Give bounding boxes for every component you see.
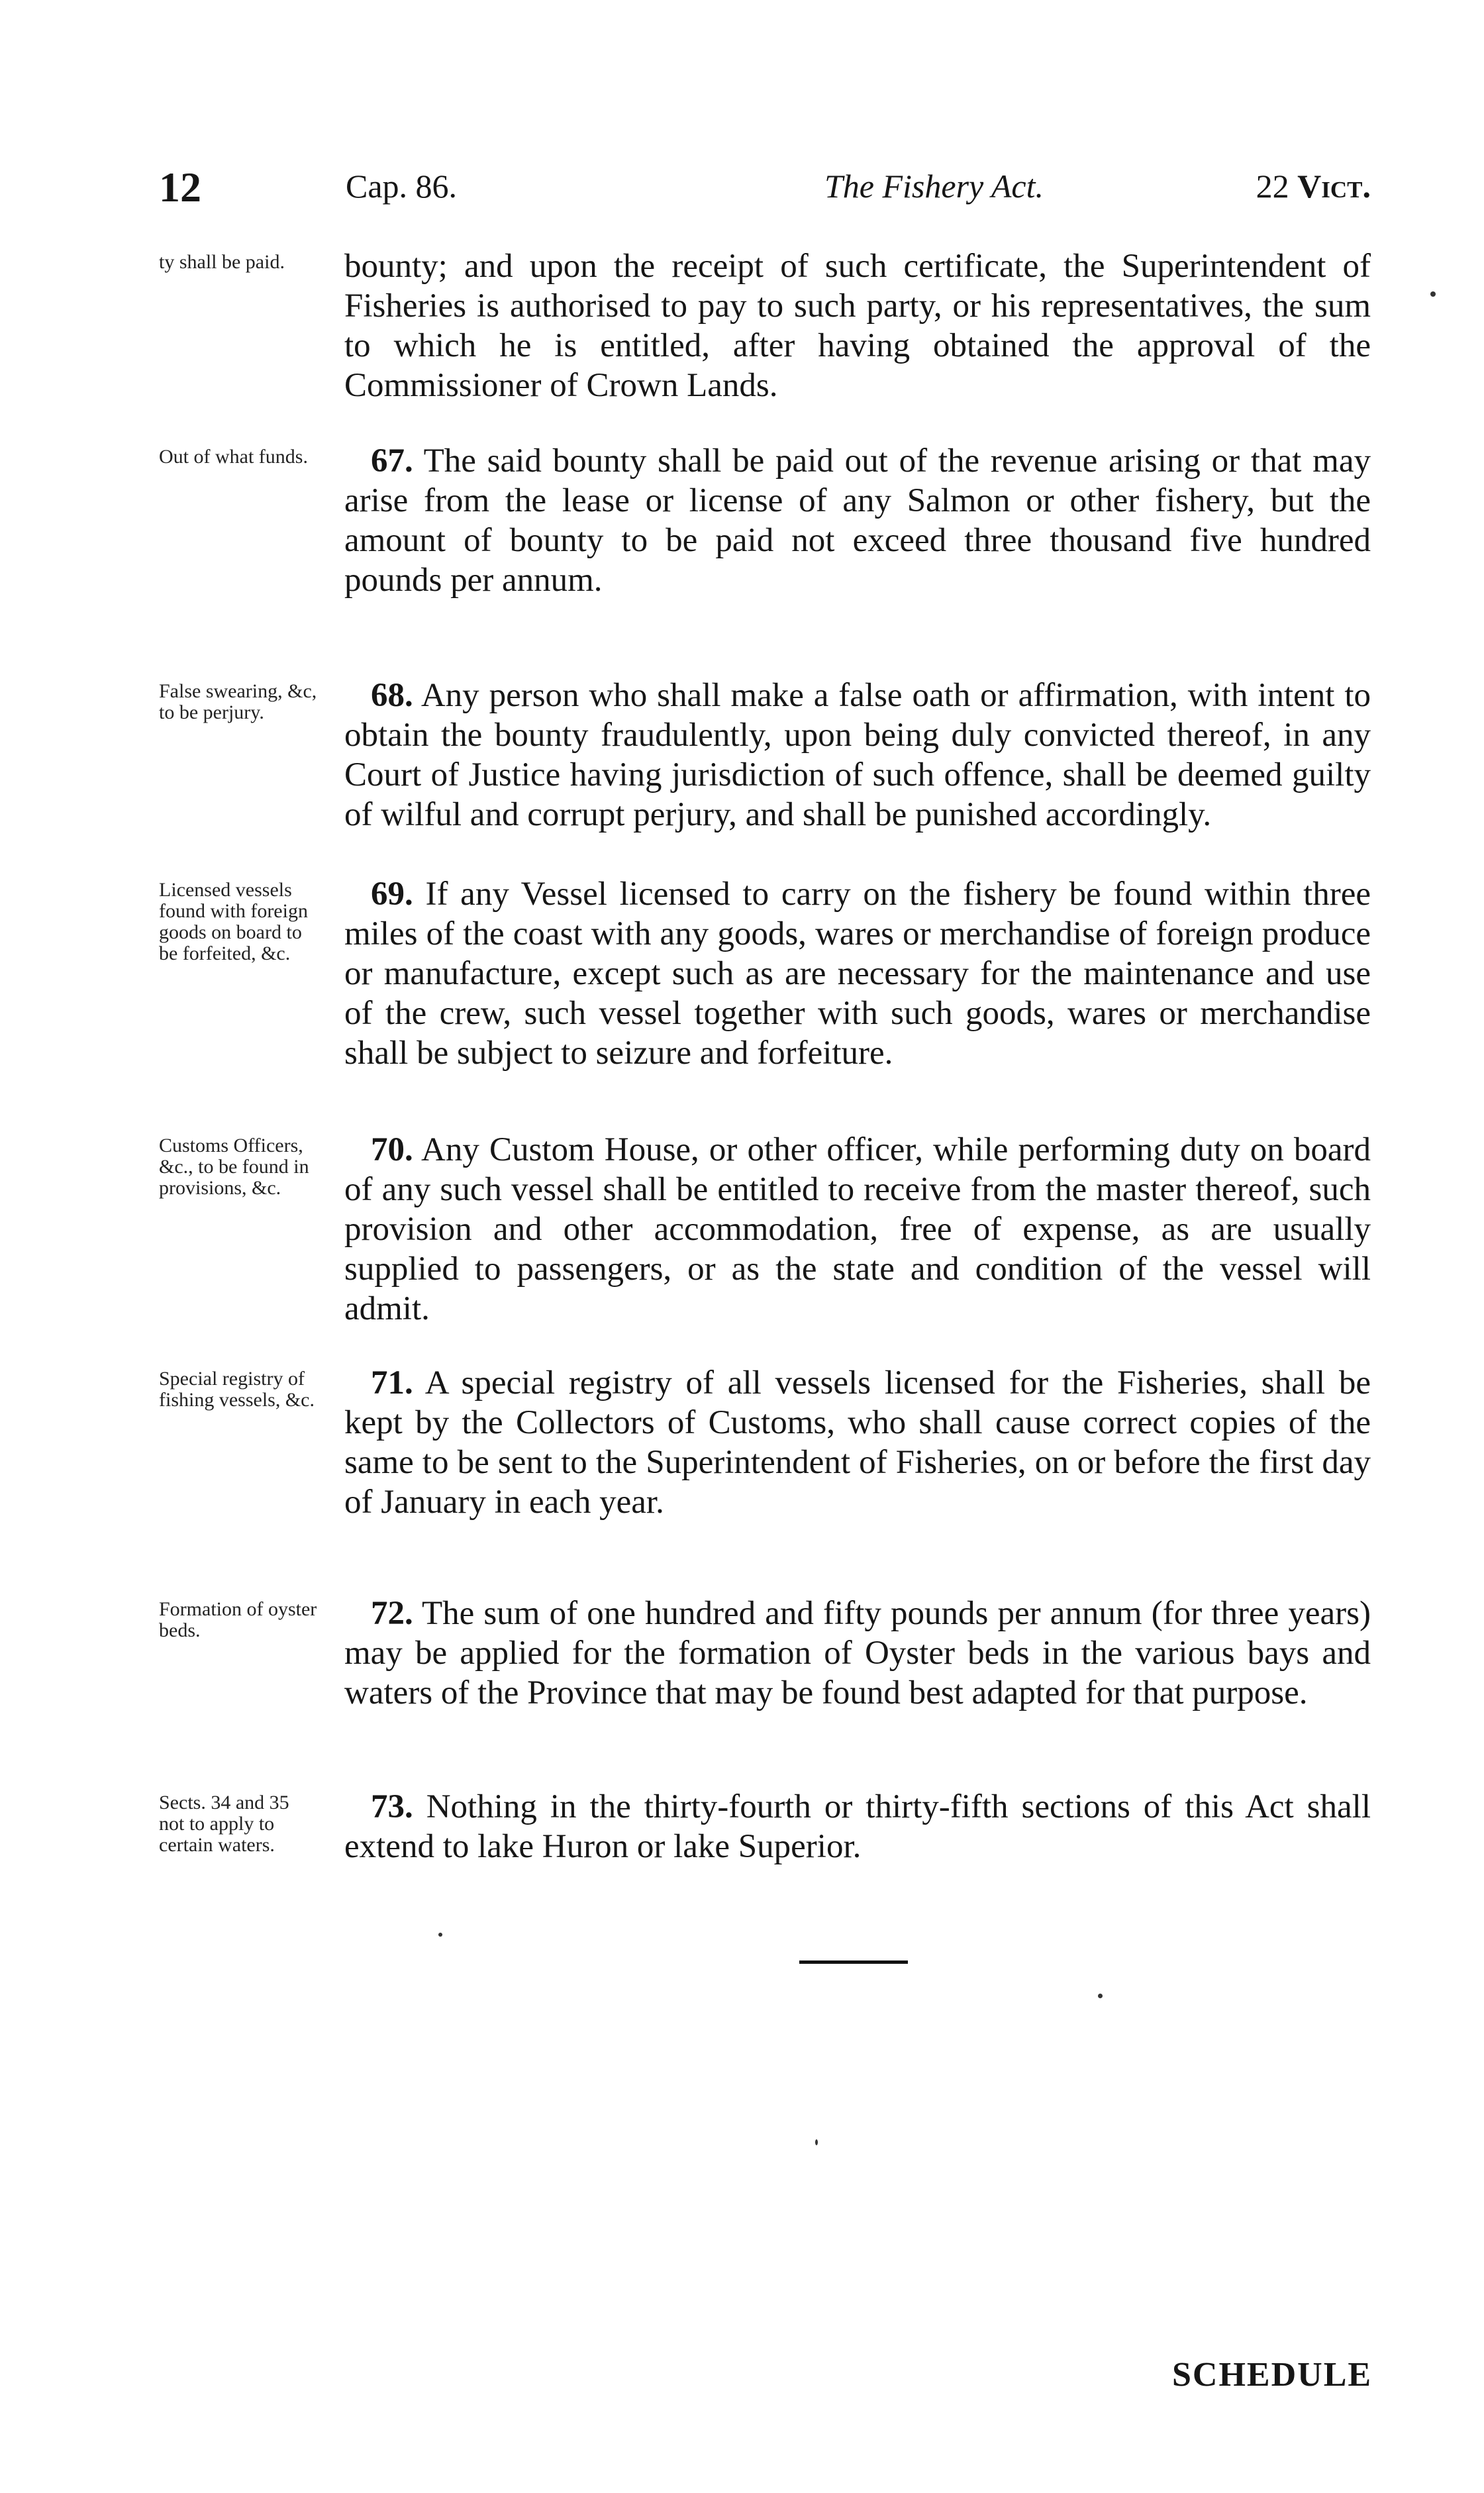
section-body: If any Vessel licensed to carry on the fishery be found within three miles of the coast with any goods, wares or merchandise of foreign produce or manufacture, except such as are necessary for the maintenance and use of the crew, such vessel together with such goods, wares or merchandise shall be subject to seizure and forfeiture. xyxy=(344,876,1371,1072)
section-body: A special registry of all vessels licensed for the Fisheries, shall be kept by the Collectors of Customs, who shall cause correct copies of the same to be sent to the Superintendent of Fisheries, on or before the first day of January in each year. xyxy=(344,1364,1371,1521)
section-text xyxy=(344,1787,1371,1866)
marginal-note: Special registry of fishing vessels, &c. xyxy=(159,1368,315,1411)
marginal-note: Formation of oyster beds. xyxy=(159,1598,317,1641)
section-body: The sum of one hundred and fifty pounds per annum (for three years) may be applied for the formation of Oyster beds in the various bays and waters of the Province that may be found best adapted for that purpose. xyxy=(344,1595,1371,1711)
regnal-abbr: Vict. xyxy=(1297,168,1371,205)
section-number: 70. xyxy=(371,1131,413,1168)
marginal-note: Customs Officers, &c., to be found in provisions, &c. xyxy=(159,1135,309,1199)
section-body: bounty; and upon the receipt of such certificate, the Superintendent of Fisheries is authorised to pay to such party, or his representatives, the sum to which he is entitled, after having obtained the approval of the Commissioner of Crown Lands. xyxy=(344,248,1371,404)
section-number: 72. xyxy=(371,1595,413,1632)
section-text xyxy=(344,246,1371,405)
ink-speck xyxy=(1430,291,1436,297)
section-text xyxy=(344,1130,1371,1329)
marginal-note: Out of what funds. xyxy=(159,446,308,468)
ink-speck xyxy=(438,1933,442,1937)
running-header xyxy=(159,163,1371,216)
section-text xyxy=(344,1594,1371,1713)
marginal-note: False swearing, &c, to be perjury. xyxy=(159,680,317,723)
chapter-number: Cap. 86. xyxy=(346,168,458,205)
section-number: 73. xyxy=(371,1788,413,1825)
section-text xyxy=(344,1363,1371,1522)
catchword: SCHEDULE xyxy=(1172,2356,1373,2394)
running-title: The Fishery Act. xyxy=(824,168,1044,205)
section-number: 71. xyxy=(371,1364,413,1401)
ink-speck xyxy=(815,2139,818,2145)
section-text xyxy=(344,874,1371,1073)
section-text xyxy=(344,441,1371,600)
regnal-number: 22 xyxy=(1256,168,1289,205)
section-body: Any Custom House, or other officer, while performing duty on board of any such vessel shall be entitled to receive from the master thereof, such provision and other accommodation, free of expense, as are usually supplied to passengers, or as the state and condition of the vessel will admit. xyxy=(344,1131,1371,1327)
section-number: 68. xyxy=(371,677,413,714)
section-body: The said bounty shall be paid out of the revenue arising or that may arise from the lease or license of any Salmon or other fishery, but the amount of bounty to be paid not exceed three thousand five hundred pounds per annum. xyxy=(344,442,1371,599)
closing-rule xyxy=(799,1960,908,1964)
section-body: Any person who shall make a false oath or affirmation, with intent to obtain the bounty fraudulently, upon being duly convicted thereof, in any Court of Justice having jurisdiction of such offence, shall be deemed guilty of wilful and corrupt perjury, and shall be punished accordingly. xyxy=(344,677,1371,833)
section-number: 67. xyxy=(371,442,413,480)
page-number: 12 xyxy=(159,164,201,211)
regnal-year xyxy=(1256,167,1371,205)
marginal-note: ty shall be paid. xyxy=(159,251,285,273)
marginal-note: Licensed vessels found with foreign goods on board to be forfeited, &c. xyxy=(159,879,308,964)
ink-speck xyxy=(1098,1994,1103,1998)
marginal-note: Sects. 34 and 35 not to apply to certain waters. xyxy=(159,1792,289,1856)
section-number: 69. xyxy=(371,876,413,913)
section-body: Nothing in the thirty-fourth or thirty-fifth sections of this Act shall extend to lake Huron or lake Superior. xyxy=(344,1788,1371,1865)
section-text xyxy=(344,676,1371,835)
